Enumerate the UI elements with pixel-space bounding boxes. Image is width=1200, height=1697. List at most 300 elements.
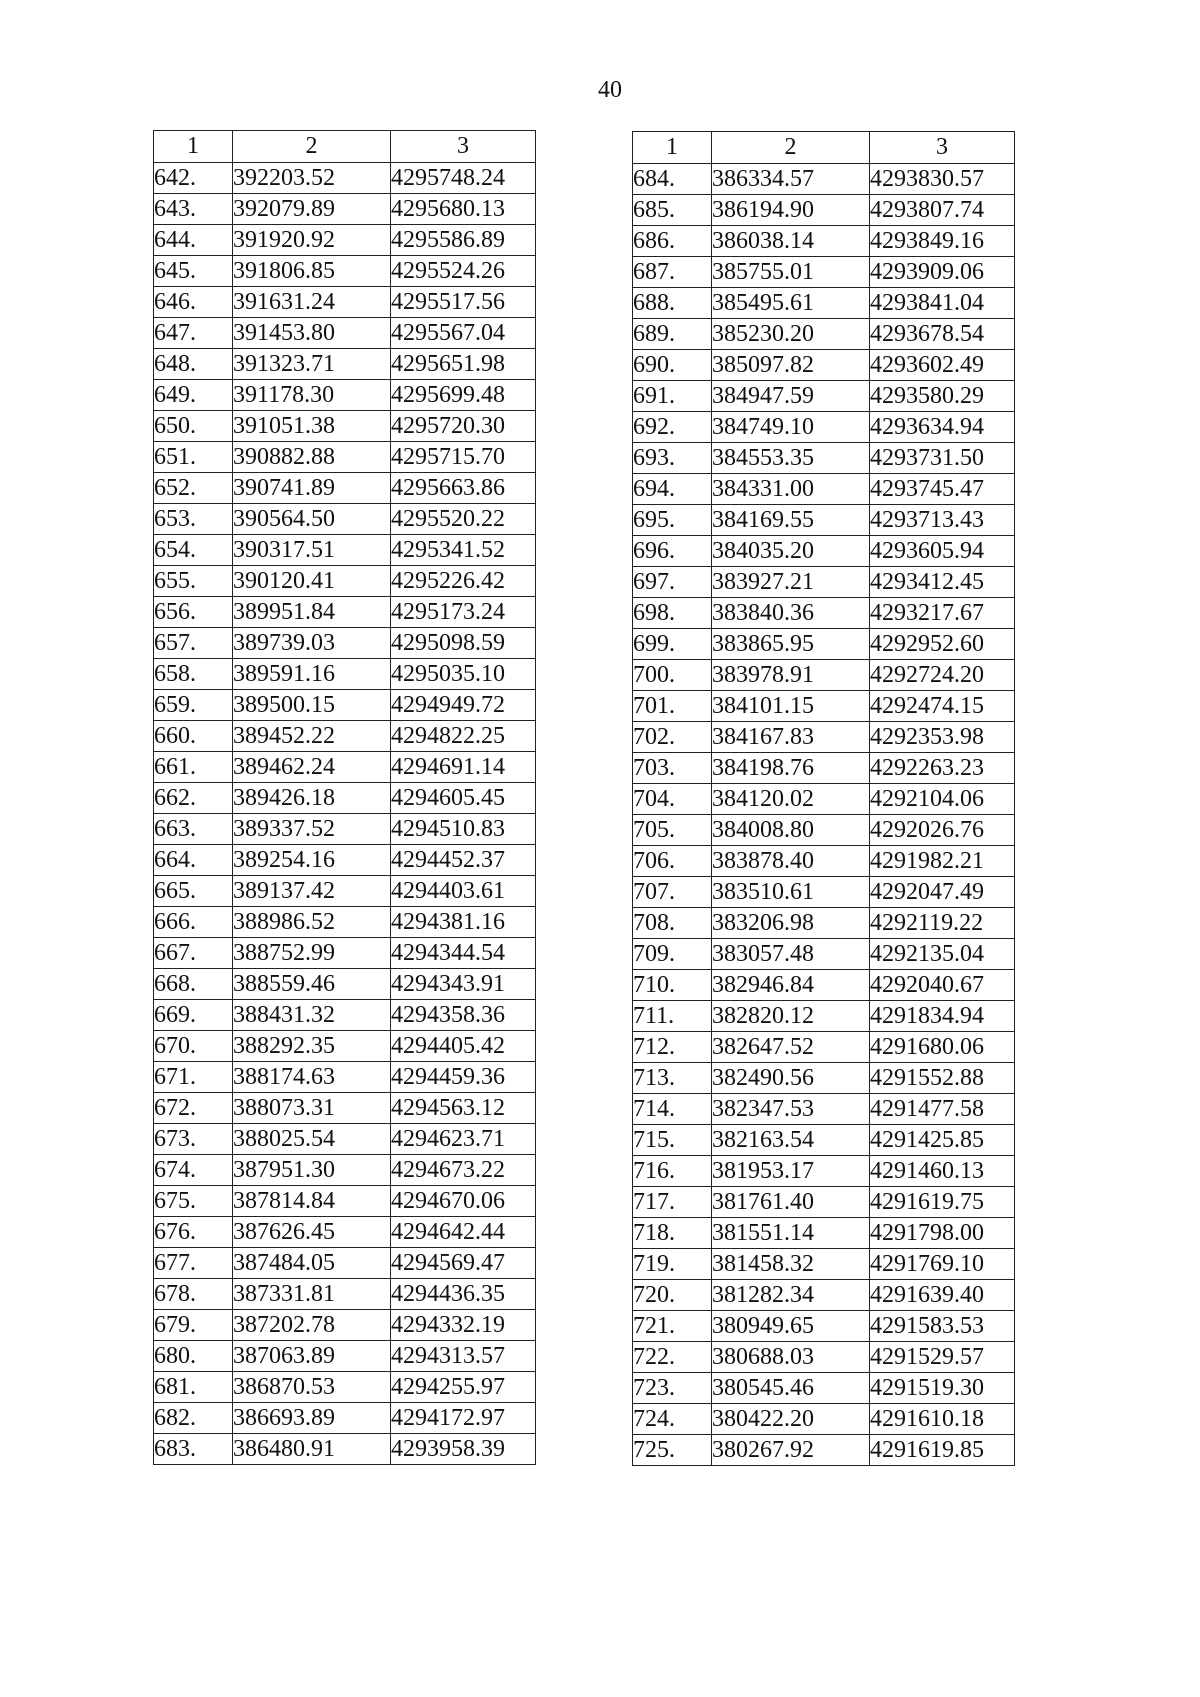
y-coordinate-cell: 4293745.47 [870,474,1015,505]
x-coordinate-cell: 384035.20 [712,536,870,567]
row-number-cell: 695. [633,505,712,536]
y-coordinate-cell: 4292353.98 [870,722,1015,753]
x-coordinate-cell: 384331.00 [712,474,870,505]
table-row [633,474,1015,505]
x-coordinate-cell: 389462.24 [233,752,391,783]
y-coordinate-cell: 4295226.42 [391,566,536,597]
row-number-cell: 643. [154,194,233,225]
table-row [154,969,536,1000]
x-coordinate-cell: 380949.65 [712,1311,870,1342]
row-number-cell: 687. [633,257,712,288]
row-number-cell: 642. [154,163,233,194]
row-number-cell: 724. [633,1404,712,1435]
table-row [633,1311,1015,1342]
x-coordinate-cell: 383927.21 [712,567,870,598]
row-number-cell: 696. [633,536,712,567]
row-number-cell: 697. [633,567,712,598]
y-coordinate-cell: 4291769.10 [870,1249,1015,1280]
table-row [633,1063,1015,1094]
row-number-cell: 720. [633,1280,712,1311]
table-row [633,1373,1015,1404]
row-number-cell: 717. [633,1187,712,1218]
table-row [633,722,1015,753]
table-row [154,1403,536,1434]
table-row [154,1093,536,1124]
table-row [154,690,536,721]
y-coordinate-cell: 4293580.29 [870,381,1015,412]
table-row [633,1435,1015,1466]
row-number-cell: 699. [633,629,712,660]
table-row [154,628,536,659]
row-number-cell: 654. [154,535,233,566]
row-number-cell: 709. [633,939,712,970]
x-coordinate-cell: 390564.50 [233,504,391,535]
y-coordinate-cell: 4291798.00 [870,1218,1015,1249]
row-number-cell: 665. [154,876,233,907]
y-coordinate-cell: 4291552.88 [870,1063,1015,1094]
y-coordinate-cell: 4293807.74 [870,195,1015,226]
y-coordinate-cell: 4293217.67 [870,598,1015,629]
y-coordinate-cell: 4294691.14 [391,752,536,783]
x-coordinate-cell: 383878.40 [712,846,870,877]
y-coordinate-cell: 4294642.44 [391,1217,536,1248]
x-coordinate-cell: 382820.12 [712,1001,870,1032]
y-coordinate-cell: 4293678.54 [870,319,1015,350]
row-number-cell: 714. [633,1094,712,1125]
x-coordinate-cell: 385230.20 [712,319,870,350]
x-coordinate-cell: 388025.54 [233,1124,391,1155]
x-coordinate-cell: 391631.24 [233,287,391,318]
x-coordinate-cell: 388431.32 [233,1000,391,1031]
x-coordinate-cell: 382647.52 [712,1032,870,1063]
y-coordinate-cell: 4295586.89 [391,225,536,256]
table-row [154,1341,536,1372]
x-coordinate-cell: 381458.32 [712,1249,870,1280]
y-coordinate-cell: 4294344.54 [391,938,536,969]
x-coordinate-cell: 384553.35 [712,443,870,474]
row-number-cell: 657. [154,628,233,659]
row-number-cell: 708. [633,908,712,939]
table-row [633,846,1015,877]
y-coordinate-cell: 4293713.43 [870,505,1015,536]
y-coordinate-cell: 4295715.70 [391,442,536,473]
x-coordinate-cell: 389951.84 [233,597,391,628]
row-number-cell: 711. [633,1001,712,1032]
row-number-cell: 646. [154,287,233,318]
table-header-row [154,131,536,163]
table-row [154,318,536,349]
y-coordinate-cell: 4291529.57 [870,1342,1015,1373]
table-row [154,1279,536,1310]
column-header-3: 3 [870,132,1015,164]
table-row [633,226,1015,257]
row-number-cell: 718. [633,1218,712,1249]
x-coordinate-cell: 391178.30 [233,380,391,411]
x-coordinate-cell: 389337.52 [233,814,391,845]
row-number-cell: 681. [154,1372,233,1403]
row-number-cell: 706. [633,846,712,877]
table-row [633,629,1015,660]
row-number-cell: 698. [633,598,712,629]
y-coordinate-cell: 4291834.94 [870,1001,1015,1032]
x-coordinate-cell: 384167.83 [712,722,870,753]
y-coordinate-cell: 4293841.04 [870,288,1015,319]
x-coordinate-cell: 389591.16 [233,659,391,690]
x-coordinate-cell: 389137.42 [233,876,391,907]
x-coordinate-cell: 387202.78 [233,1310,391,1341]
table-row [154,1000,536,1031]
x-coordinate-cell: 391453.80 [233,318,391,349]
table-row [633,1342,1015,1373]
table-row [633,660,1015,691]
row-number-cell: 705. [633,815,712,846]
x-coordinate-cell: 386194.90 [712,195,870,226]
row-number-cell: 651. [154,442,233,473]
table-row [633,1125,1015,1156]
y-coordinate-cell: 4294623.71 [391,1124,536,1155]
table-row [633,1280,1015,1311]
table-row [154,442,536,473]
y-coordinate-cell: 4295098.59 [391,628,536,659]
table-row [154,845,536,876]
y-coordinate-cell: 4294452.37 [391,845,536,876]
row-number-cell: 652. [154,473,233,504]
y-coordinate-cell: 4294332.19 [391,1310,536,1341]
y-coordinate-cell: 4293605.94 [870,536,1015,567]
column-header-2: 2 [712,132,870,164]
table-row [633,784,1015,815]
row-number-cell: 692. [633,412,712,443]
column-header-3: 3 [391,131,536,163]
x-coordinate-cell: 381551.14 [712,1218,870,1249]
y-coordinate-cell: 4293412.45 [870,567,1015,598]
y-coordinate-cell: 4291619.85 [870,1435,1015,1466]
row-number-cell: 684. [633,164,712,195]
table-row [154,225,536,256]
table-row [154,349,536,380]
row-number-cell: 666. [154,907,233,938]
x-coordinate-cell: 382163.54 [712,1125,870,1156]
row-number-cell: 689. [633,319,712,350]
table-row [154,504,536,535]
table-row [633,970,1015,1001]
row-number-cell: 725. [633,1435,712,1466]
y-coordinate-cell: 4293602.49 [870,350,1015,381]
y-coordinate-cell: 4294563.12 [391,1093,536,1124]
x-coordinate-cell: 391323.71 [233,349,391,380]
row-number-cell: 703. [633,753,712,784]
y-coordinate-cell: 4292263.23 [870,753,1015,784]
x-coordinate-cell: 391920.92 [233,225,391,256]
y-coordinate-cell: 4294436.35 [391,1279,536,1310]
x-coordinate-cell: 391051.38 [233,411,391,442]
x-coordinate-cell: 390120.41 [233,566,391,597]
table-row [154,597,536,628]
y-coordinate-cell: 4294313.57 [391,1341,536,1372]
table-row [633,815,1015,846]
y-coordinate-cell: 4294403.61 [391,876,536,907]
x-coordinate-cell: 384198.76 [712,753,870,784]
y-coordinate-cell: 4295524.26 [391,256,536,287]
table-row [633,1156,1015,1187]
y-coordinate-cell: 4294510.83 [391,814,536,845]
x-coordinate-cell: 387484.05 [233,1248,391,1279]
row-number-cell: 675. [154,1186,233,1217]
x-coordinate-cell: 380267.92 [712,1435,870,1466]
x-coordinate-cell: 382347.53 [712,1094,870,1125]
x-coordinate-cell: 386038.14 [712,226,870,257]
y-coordinate-cell: 4294673.22 [391,1155,536,1186]
table-row [633,536,1015,567]
y-coordinate-cell: 4293731.50 [870,443,1015,474]
x-coordinate-cell: 383978.91 [712,660,870,691]
table-row [633,164,1015,195]
row-number-cell: 660. [154,721,233,752]
row-number-cell: 715. [633,1125,712,1156]
y-coordinate-cell: 4295663.86 [391,473,536,504]
x-coordinate-cell: 387331.81 [233,1279,391,1310]
x-coordinate-cell: 387814.84 [233,1186,391,1217]
x-coordinate-cell: 390882.88 [233,442,391,473]
table-row [154,814,536,845]
table-row [633,1001,1015,1032]
row-number-cell: 645. [154,256,233,287]
row-number-cell: 723. [633,1373,712,1404]
row-number-cell: 674. [154,1155,233,1186]
y-coordinate-cell: 4294949.72 [391,690,536,721]
x-coordinate-cell: 383840.36 [712,598,870,629]
y-coordinate-cell: 4294405.42 [391,1031,536,1062]
table-row [633,257,1015,288]
y-coordinate-cell: 4293634.94 [870,412,1015,443]
x-coordinate-cell: 385755.01 [712,257,870,288]
row-number-cell: 678. [154,1279,233,1310]
x-coordinate-cell: 383057.48 [712,939,870,970]
row-number-cell: 672. [154,1093,233,1124]
y-coordinate-cell: 4292040.67 [870,970,1015,1001]
table-row [633,288,1015,319]
y-coordinate-cell: 4291619.75 [870,1187,1015,1218]
table-row [154,1310,536,1341]
row-number-cell: 702. [633,722,712,753]
row-number-cell: 682. [154,1403,233,1434]
y-coordinate-cell: 4295517.56 [391,287,536,318]
row-number-cell: 661. [154,752,233,783]
y-coordinate-cell: 4295567.04 [391,318,536,349]
table-row [154,535,536,566]
x-coordinate-cell: 389452.22 [233,721,391,752]
row-number-cell: 721. [633,1311,712,1342]
x-coordinate-cell: 380688.03 [712,1342,870,1373]
x-coordinate-cell: 383510.61 [712,877,870,908]
row-number-cell: 691. [633,381,712,412]
x-coordinate-cell: 382490.56 [712,1063,870,1094]
x-coordinate-cell: 386870.53 [233,1372,391,1403]
row-number-cell: 685. [633,195,712,226]
row-number-cell: 712. [633,1032,712,1063]
row-number-cell: 679. [154,1310,233,1341]
row-number-cell: 658. [154,659,233,690]
row-number-cell: 664. [154,845,233,876]
y-coordinate-cell: 4295699.48 [391,380,536,411]
y-coordinate-cell: 4295520.22 [391,504,536,535]
y-coordinate-cell: 4292104.06 [870,784,1015,815]
table-row [154,1124,536,1155]
coordinates-table-right [632,131,1015,1466]
table-row [633,381,1015,412]
table-row [154,721,536,752]
table-row [154,1031,536,1062]
table-row [633,1032,1015,1063]
row-number-cell: 713. [633,1063,712,1094]
row-number-cell: 662. [154,783,233,814]
x-coordinate-cell: 387951.30 [233,1155,391,1186]
y-coordinate-cell: 4294381.16 [391,907,536,938]
row-number-cell: 701. [633,691,712,722]
table-row [633,505,1015,536]
y-coordinate-cell: 4293830.57 [870,164,1015,195]
table-row [154,1155,536,1186]
table-row [154,1248,536,1279]
row-number-cell: 676. [154,1217,233,1248]
row-number-cell: 667. [154,938,233,969]
y-coordinate-cell: 4295680.13 [391,194,536,225]
x-coordinate-cell: 388986.52 [233,907,391,938]
x-coordinate-cell: 391806.85 [233,256,391,287]
y-coordinate-cell: 4291583.53 [870,1311,1015,1342]
y-coordinate-cell: 4294358.36 [391,1000,536,1031]
y-coordinate-cell: 4294172.97 [391,1403,536,1434]
table-row [633,1094,1015,1125]
row-number-cell: 716. [633,1156,712,1187]
y-coordinate-cell: 4291460.13 [870,1156,1015,1187]
x-coordinate-cell: 385097.82 [712,350,870,381]
y-coordinate-cell: 4294343.91 [391,969,536,1000]
x-coordinate-cell: 387626.45 [233,1217,391,1248]
x-coordinate-cell: 392079.89 [233,194,391,225]
table-row [154,1372,536,1403]
table-row [633,908,1015,939]
y-coordinate-cell: 4293958.39 [391,1434,536,1465]
y-coordinate-cell: 4292135.04 [870,939,1015,970]
row-number-cell: 694. [633,474,712,505]
row-number-cell: 710. [633,970,712,1001]
row-number-cell: 644. [154,225,233,256]
y-coordinate-cell: 4294459.36 [391,1062,536,1093]
row-number-cell: 648. [154,349,233,380]
table-row [154,256,536,287]
x-coordinate-cell: 384008.80 [712,815,870,846]
y-coordinate-cell: 4295035.10 [391,659,536,690]
x-coordinate-cell: 382946.84 [712,970,870,1001]
y-coordinate-cell: 4292026.76 [870,815,1015,846]
y-coordinate-cell: 4292474.15 [870,691,1015,722]
table-row [154,566,536,597]
row-number-cell: 690. [633,350,712,381]
y-coordinate-cell: 4291519.30 [870,1373,1015,1404]
row-number-cell: 680. [154,1341,233,1372]
table-row [633,1404,1015,1435]
table-row [154,411,536,442]
table-row [154,907,536,938]
x-coordinate-cell: 383206.98 [712,908,870,939]
row-number-cell: 656. [154,597,233,628]
table-row [633,195,1015,226]
y-coordinate-cell: 4292119.22 [870,908,1015,939]
y-coordinate-cell: 4291639.40 [870,1280,1015,1311]
x-coordinate-cell: 388073.31 [233,1093,391,1124]
x-coordinate-cell: 385495.61 [712,288,870,319]
x-coordinate-cell: 388174.63 [233,1062,391,1093]
row-number-cell: 700. [633,660,712,691]
y-coordinate-cell: 4294605.45 [391,783,536,814]
column-header-1: 1 [633,132,712,164]
row-number-cell: 647. [154,318,233,349]
table-row [154,1217,536,1248]
row-number-cell: 707. [633,877,712,908]
table-row [154,659,536,690]
row-number-cell: 671. [154,1062,233,1093]
x-coordinate-cell: 384169.55 [712,505,870,536]
y-coordinate-cell: 4295720.30 [391,411,536,442]
table-row [154,287,536,318]
x-coordinate-cell: 387063.89 [233,1341,391,1372]
x-coordinate-cell: 381282.34 [712,1280,870,1311]
table-row [633,939,1015,970]
table-row [633,412,1015,443]
row-number-cell: 677. [154,1248,233,1279]
coordinates-table-left [153,130,536,1465]
table-row [633,567,1015,598]
x-coordinate-cell: 388559.46 [233,969,391,1000]
x-coordinate-cell: 389500.15 [233,690,391,721]
table-row [633,1249,1015,1280]
row-number-cell: 649. [154,380,233,411]
table-row [633,753,1015,784]
x-coordinate-cell: 389254.16 [233,845,391,876]
row-number-cell: 659. [154,690,233,721]
page-number: 40 [598,77,622,103]
table-row [154,473,536,504]
x-coordinate-cell: 384101.15 [712,691,870,722]
table-row [633,319,1015,350]
x-coordinate-cell: 386480.91 [233,1434,391,1465]
y-coordinate-cell: 4292047.49 [870,877,1015,908]
row-number-cell: 670. [154,1031,233,1062]
y-coordinate-cell: 4295748.24 [391,163,536,194]
x-coordinate-cell: 386693.89 [233,1403,391,1434]
x-coordinate-cell: 384120.02 [712,784,870,815]
y-coordinate-cell: 4293849.16 [870,226,1015,257]
table-header-row [633,132,1015,164]
row-number-cell: 663. [154,814,233,845]
table-row [154,380,536,411]
row-number-cell: 650. [154,411,233,442]
y-coordinate-cell: 4295341.52 [391,535,536,566]
x-coordinate-cell: 392203.52 [233,163,391,194]
x-coordinate-cell: 381953.17 [712,1156,870,1187]
row-number-cell: 693. [633,443,712,474]
row-number-cell: 704. [633,784,712,815]
row-number-cell: 669. [154,1000,233,1031]
row-number-cell: 722. [633,1342,712,1373]
y-coordinate-cell: 4291477.58 [870,1094,1015,1125]
row-number-cell: 719. [633,1249,712,1280]
y-coordinate-cell: 4291425.85 [870,1125,1015,1156]
x-coordinate-cell: 384947.59 [712,381,870,412]
table-row [154,1434,536,1465]
table-row [154,163,536,194]
